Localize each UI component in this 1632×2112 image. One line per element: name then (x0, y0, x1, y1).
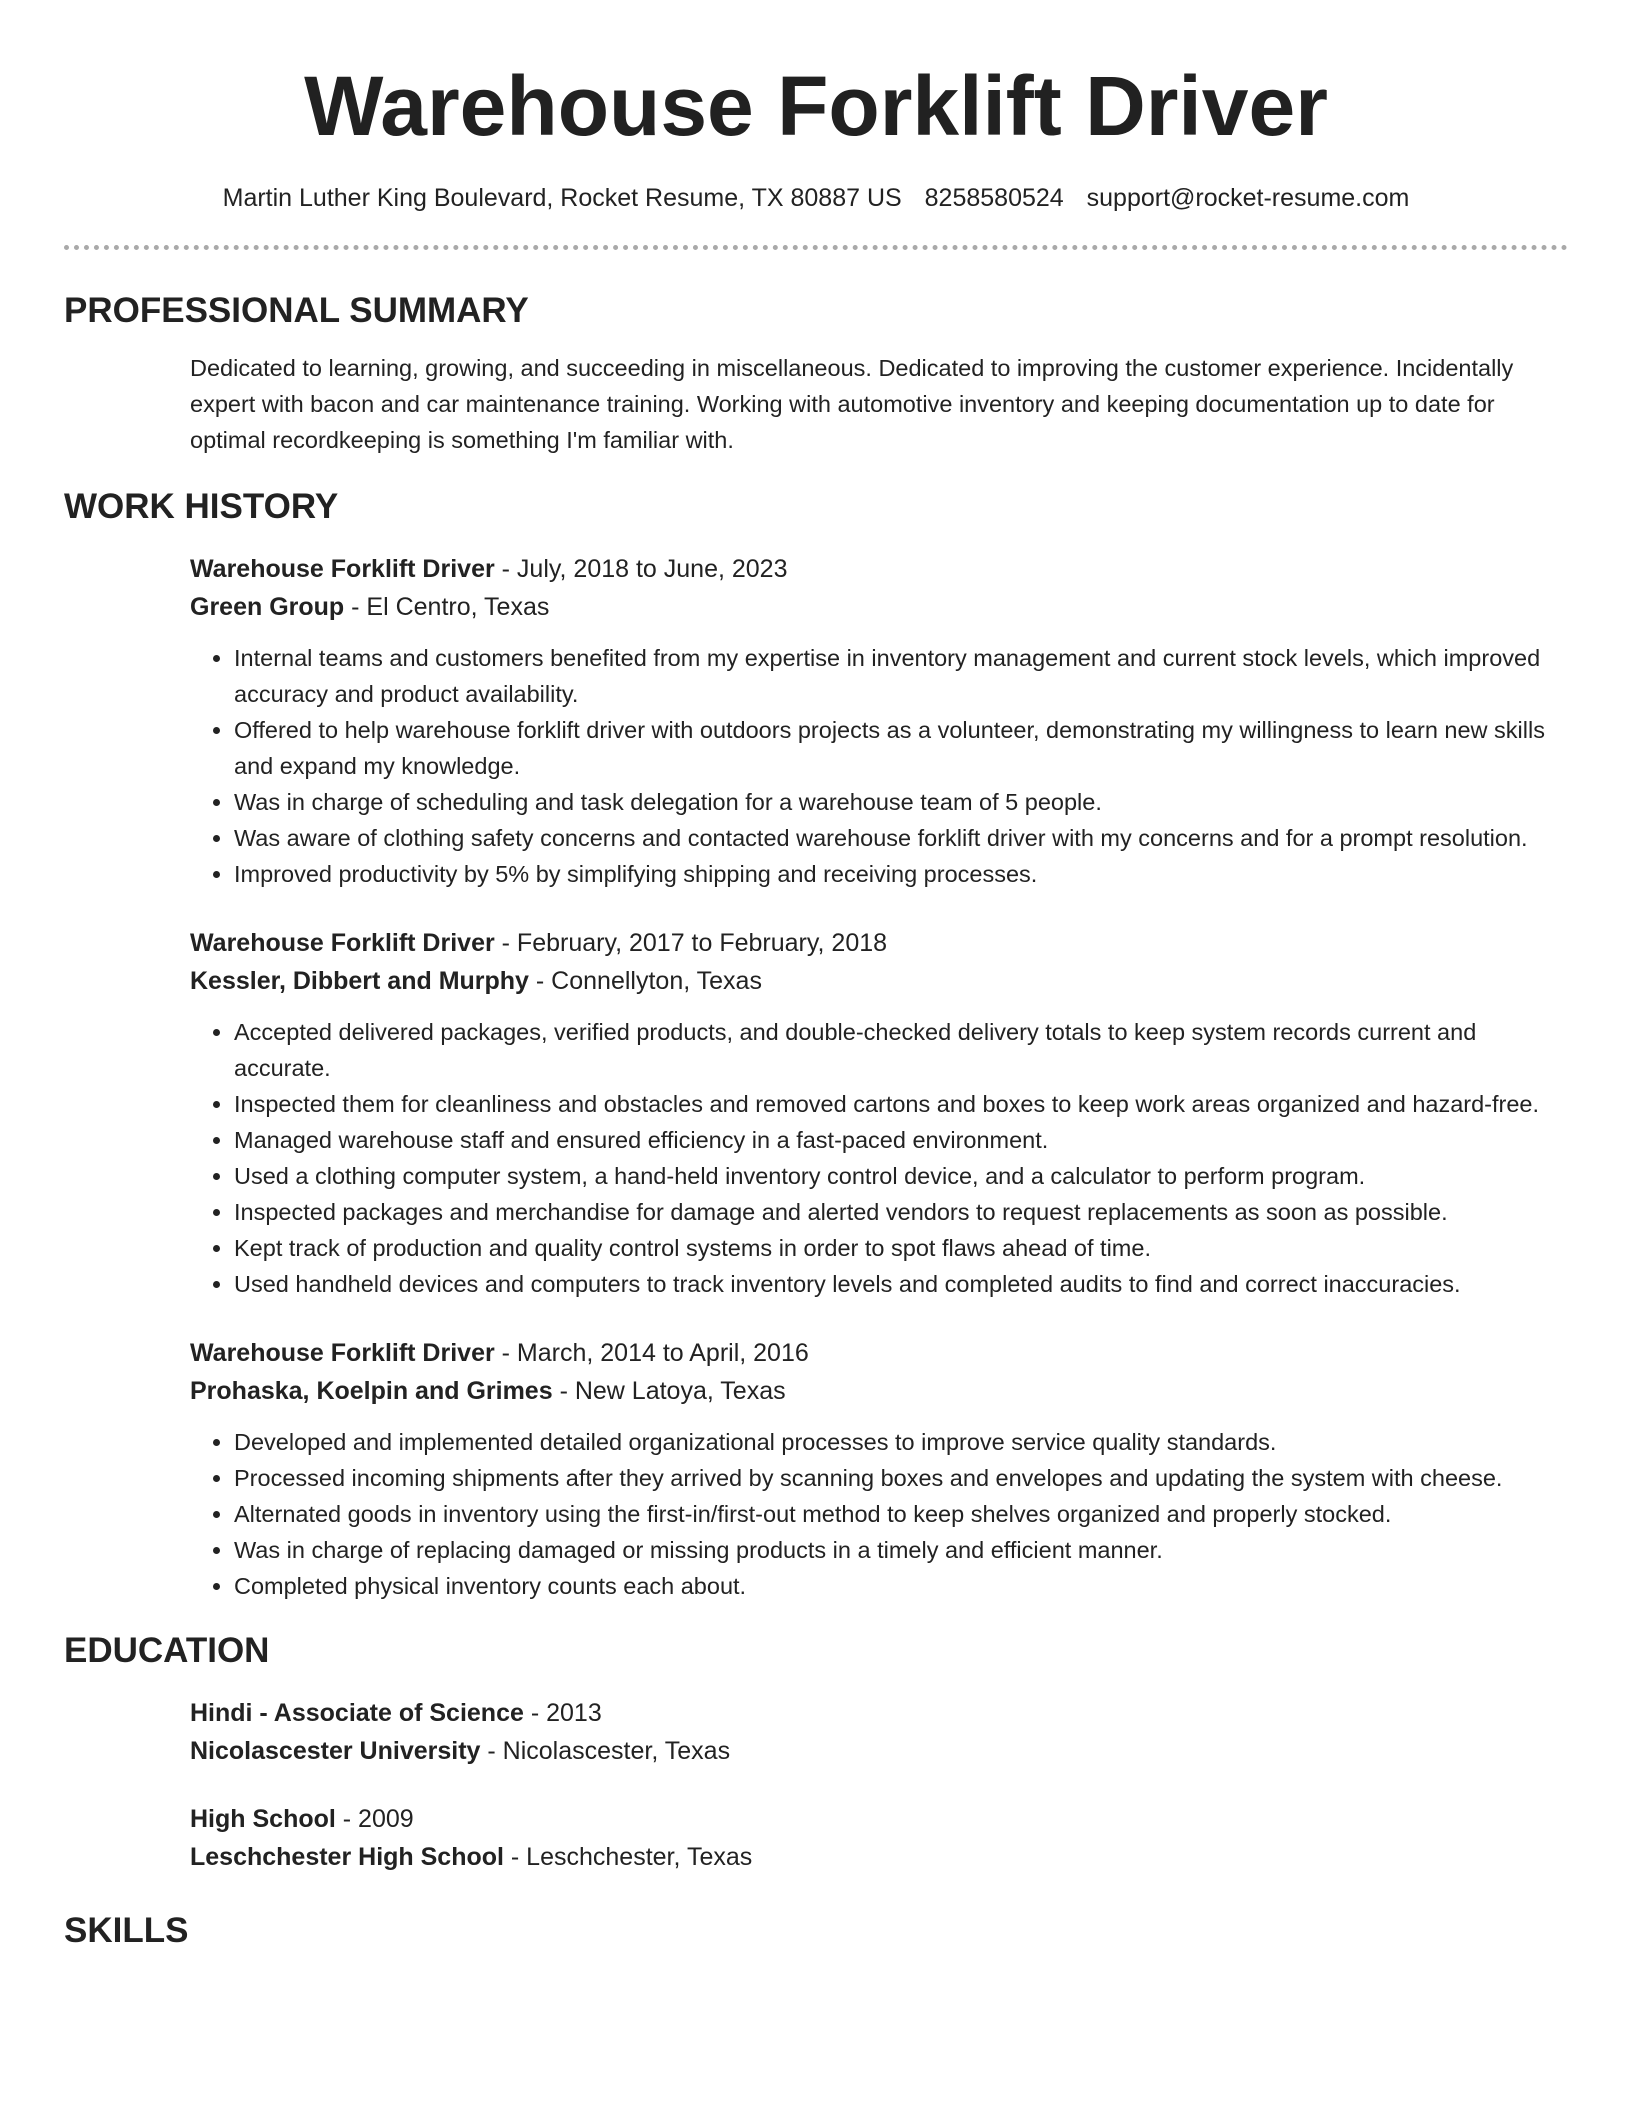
education-degree-line (190, 1800, 1568, 1838)
contact-phone: 8258580524 (924, 184, 1064, 212)
job-bullet: • Used a clothing computer system, a hand-held inventory control device, and a calculator to perform program. (234, 1158, 1568, 1194)
header-divider (64, 245, 1568, 250)
resume-page (64, 0, 1568, 1952)
job-company: Prohaska, Koelpin and Grimes (190, 1377, 553, 1405)
summary-text: Dedicated to learning, growing, and succeeding in miscellaneous. Dedicated to improving the customer experience. Incidentally expert with bacon and car maintenance training. Working with automotive inventory and keeping documentation up to date for optimal recordkeeping is something I'm familiar with. (190, 355, 1514, 453)
education-school-line (190, 1838, 1568, 1876)
job-location: - New Latoya, Texas (552, 1377, 786, 1405)
education-section (64, 1630, 1568, 1876)
education-location: - Nicolascester, Texas (480, 1737, 731, 1765)
job-company: Green Group (190, 593, 345, 621)
contact-email: support@rocket-resume.com (1086, 184, 1410, 212)
education-degree: Hindi - Associate of Science (190, 1699, 524, 1727)
job-bullet: • Completed physical inventory counts each about. (234, 1568, 1568, 1604)
job-bullets (190, 1014, 1568, 1302)
job-company-line (190, 588, 1568, 626)
job-title-line (190, 924, 1568, 962)
job-bullet: • Developed and implemented detailed organizational processes to improve service quality standards. (234, 1424, 1568, 1460)
job-bullets (190, 1424, 1568, 1604)
job-entry (190, 924, 1568, 1302)
job-bullets (190, 640, 1568, 892)
job-bullet: • Offered to help warehouse forklift driver with outdoors projects as a volunteer, demonstrating my willingness to learn new skills and expand my knowledge. (234, 712, 1568, 784)
contact-line (64, 182, 1568, 214)
job-bullet: • Internal teams and customers benefited from my expertise in inventory management and current stock levels, which improved accuracy and product availability. (234, 640, 1568, 712)
job-role: Warehouse Forklift Driver (190, 1339, 495, 1367)
job-company: Kessler, Dibbert and Murphy (190, 967, 529, 995)
education-degree: High School (190, 1805, 336, 1833)
education-school: Leschchester High School (190, 1843, 504, 1871)
job-location: - Connellyton, Texas (528, 967, 762, 995)
education-entry (190, 1694, 1568, 1770)
education-entry (190, 1800, 1568, 1876)
job-dates: - February, 2017 to February, 2018 (494, 929, 888, 957)
education-school: Nicolascester University (190, 1737, 481, 1765)
skills-section (64, 1910, 1568, 1952)
job-bullet: • Processed incoming shipments after they arrived by scanning boxes and envelopes and updating the system with cheese. (234, 1460, 1568, 1496)
summary-section (64, 290, 1568, 458)
job-bullet: • Managed warehouse staff and ensured efficiency in a fast-paced environment. (234, 1122, 1568, 1158)
job-bullet: • Was in charge of replacing damaged or missing products in a timely and efficient manner. (234, 1532, 1568, 1568)
summary-heading: PROFESSIONAL SUMMARY (64, 291, 529, 330)
job-title-line (190, 1334, 1568, 1372)
job-bullet: • Inspected them for cleanliness and obstacles and removed cartons and boxes to keep work areas organized and hazard-free. (234, 1086, 1568, 1122)
job-company-line (190, 962, 1568, 1000)
job-bullet: • Kept track of production and quality control systems in order to spot flaws ahead of time. (234, 1230, 1568, 1266)
job-bullet: • Was aware of clothing safety concerns and contacted warehouse forklift driver with my concerns and for a prompt resolution. (234, 820, 1568, 856)
education-location: - Leschchester, Texas (503, 1843, 753, 1871)
job-bullet: • Alternated goods in inventory using the first-in/first-out method to keep shelves organized and properly stocked. (234, 1496, 1568, 1532)
contact-address: Martin Luther King Boulevard, Rocket Resume, TX 80887 US (222, 184, 902, 212)
job-location: - El Centro, Texas (344, 593, 550, 621)
education-heading: EDUCATION (64, 1631, 270, 1670)
skills-heading: SKILLS (64, 1911, 189, 1950)
job-bullet: • Accepted delivered packages, verified products, and double-checked delivery totals to keep system records current and accurate. (234, 1014, 1568, 1086)
job-bullet: • Improved productivity by 5% by simplifying shipping and receiving processes. (234, 856, 1568, 892)
job-role: Warehouse Forklift Driver (190, 555, 495, 583)
education-degree-line (190, 1694, 1568, 1732)
job-role: Warehouse Forklift Driver (190, 929, 495, 957)
job-dates: - July, 2018 to June, 2023 (494, 555, 788, 583)
job-entry (190, 1334, 1568, 1604)
education-year: - 2013 (523, 1699, 602, 1727)
education-school-line (190, 1732, 1568, 1770)
job-bullet: • Used handheld devices and computers to track inventory levels and completed audits to find and correct inaccuracies. (234, 1266, 1568, 1302)
education-year: - 2009 (335, 1805, 414, 1833)
job-dates: - March, 2014 to April, 2016 (494, 1339, 809, 1367)
work-history-heading: WORK HISTORY (64, 487, 339, 526)
job-bullet: • Inspected packages and merchandise for damage and alerted vendors to request replacements as soon as possible. (234, 1194, 1568, 1230)
job-company-line (190, 1372, 1568, 1410)
job-bullet: • Was in charge of scheduling and task delegation for a warehouse team of 5 people. (234, 784, 1568, 820)
resume-name: Warehouse Forklift Driver (304, 59, 1328, 153)
job-title-line (190, 550, 1568, 588)
job-entry (190, 550, 1568, 892)
work-history-section (64, 486, 1568, 1604)
